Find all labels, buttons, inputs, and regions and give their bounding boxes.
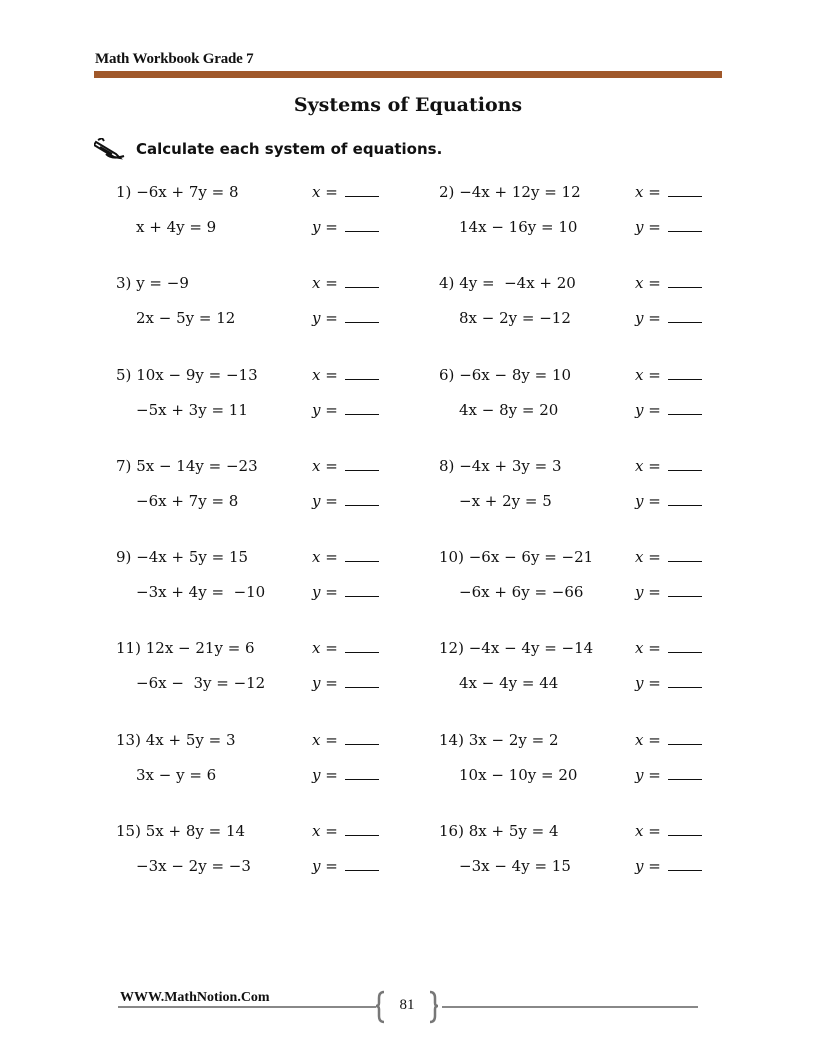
problem-number: 7) [116,457,132,475]
problem-1 [116,183,416,243]
y-answer-label: y = [635,218,661,236]
y-answer-blank[interactable] [345,321,379,323]
y-answer [635,766,702,784]
y-answer [312,492,379,510]
x-answer-blank[interactable] [668,743,702,745]
page-title: Systems of Equations [293,94,523,116]
y-answer [312,218,379,236]
x-answer [635,822,702,840]
equation-1 [116,548,248,566]
x-answer [312,639,379,657]
x-answer [312,183,379,201]
equation-2: −3x + 4y = −10 [136,583,266,601]
problem-13 [116,731,416,791]
problem-number: 13) [116,731,141,749]
y-answer-label: y = [312,857,338,875]
x-answer-blank[interactable] [668,469,702,471]
y-answer-label: y = [312,674,338,692]
problem-16 [439,822,739,882]
problem-14 [439,731,739,791]
y-answer-blank[interactable] [668,595,702,597]
y-answer [635,401,702,419]
x-answer [635,457,702,475]
y-answer-blank[interactable] [668,230,702,232]
header-divider [94,71,722,78]
x-answer-label: x = [312,366,338,384]
y-answer-label: y = [635,583,661,601]
equation-text: −6x − 8y = 10 [459,366,572,384]
equation-2: −3x − 4y = 15 [459,857,571,875]
y-answer-blank[interactable] [345,869,379,871]
problem-10 [439,548,739,608]
equation-1 [116,822,245,840]
x-answer-label: x = [635,731,661,749]
footer-website-link[interactable]: WWW.MathNotion.Com [120,990,270,1005]
equation-2: −6x − 3y = −12 [136,674,266,692]
problem-number: 9) [116,548,132,566]
x-answer-label: x = [312,457,338,475]
x-answer-blank[interactable] [345,834,379,836]
equation-2: 3x − y = 6 [136,766,217,784]
y-answer [635,857,702,875]
equation-2: −6x + 7y = 8 [136,492,239,510]
equation-2: 10x − 10y = 20 [459,766,578,784]
problem-number: 1) [116,183,132,201]
equation-2: 4x − 4y = 44 [459,674,559,692]
x-answer-blank[interactable] [345,469,379,471]
x-answer-blank[interactable] [345,378,379,380]
problem-6 [439,366,739,426]
equation-text: −4x + 3y = 3 [459,457,562,475]
x-answer-blank[interactable] [668,560,702,562]
x-answer-label: x = [635,274,661,292]
y-answer-label: y = [635,309,661,327]
equation-1 [439,731,559,749]
problem-7 [116,457,416,517]
problem-3 [116,274,416,334]
instruction-text: Calculate each system of equations. [136,140,443,158]
problem-number: 16) [439,822,464,840]
x-answer-label: x = [312,639,338,657]
y-answer [635,309,702,327]
y-answer [312,766,379,784]
y-answer-label: y = [312,401,338,419]
equation-1 [116,731,236,749]
x-answer [312,274,379,292]
problem-9 [116,548,416,608]
y-answer-blank[interactable] [668,686,702,688]
equation-text: 8x + 5y = 4 [468,822,559,840]
x-answer [312,366,379,384]
x-answer [635,183,702,201]
equation-2: −6x + 6y = −66 [459,583,584,601]
problem-15 [116,822,416,882]
y-answer-blank[interactable] [668,413,702,415]
instruction [94,138,442,160]
x-answer-blank[interactable] [345,743,379,745]
y-answer [312,674,379,692]
equation-1 [439,822,559,840]
problem-number: 5) [116,366,132,384]
x-answer-blank[interactable] [668,195,702,197]
x-answer-blank[interactable] [668,834,702,836]
y-answer-label: y = [312,766,338,784]
y-answer-label: y = [635,674,661,692]
problem-number: 12) [439,639,464,657]
y-answer [312,309,379,327]
y-answer-blank[interactable] [668,869,702,871]
y-answer-blank[interactable] [345,686,379,688]
equation-2: −5x + 3y = 11 [136,401,248,419]
problem-number: 8) [439,457,455,475]
y-answer-blank[interactable] [345,413,379,415]
y-answer [635,218,702,236]
y-answer-label: y = [635,401,661,419]
x-answer-label: x = [635,822,661,840]
equation-text: 3x − 2y = 2 [468,731,559,749]
workbook-title: Math Workbook Grade 7 [95,51,254,67]
equation-2: x + 4y = 9 [136,218,217,236]
y-answer-blank[interactable] [668,504,702,506]
y-answer [635,674,702,692]
equation-text: 5x − 14y = −23 [136,457,258,475]
y-answer [635,492,702,510]
problem-number: 11) [116,639,141,657]
problem-12 [439,639,739,699]
problem-number: 15) [116,822,141,840]
x-answer-blank[interactable] [345,651,379,653]
equation-1 [439,274,576,292]
equation-1 [116,457,258,475]
y-answer-label: y = [635,492,661,510]
equation-text: 4x + 5y = 3 [145,731,236,749]
equation-1 [439,457,562,475]
equation-text: 5x + 8y = 14 [145,822,246,840]
x-answer-label: x = [312,274,338,292]
equation-text: 12x − 21y = 6 [145,639,255,657]
equation-1 [439,639,593,657]
equation-2: 4x − 8y = 20 [459,401,559,419]
problem-number: 3) [116,274,132,292]
equation-text: 10x − 9y = −13 [136,366,258,384]
equation-2: 2x − 5y = 12 [136,309,236,327]
equation-1 [116,183,239,201]
footer-divider-left [118,1006,376,1008]
problem-number: 6) [439,366,455,384]
y-answer-label: y = [635,766,661,784]
problem-number: 14) [439,731,464,749]
x-answer-blank[interactable] [345,286,379,288]
y-answer-blank[interactable] [345,778,379,780]
y-answer-blank[interactable] [345,504,379,506]
x-answer-label: x = [635,457,661,475]
y-answer-label: y = [635,857,661,875]
x-answer-label: x = [635,548,661,566]
x-answer-blank[interactable] [345,195,379,197]
x-answer-label: x = [635,366,661,384]
problem-2 [439,183,739,243]
x-answer [312,731,379,749]
y-answer-blank[interactable] [668,778,702,780]
x-answer [635,366,702,384]
y-answer-label: y = [312,218,338,236]
equation-1 [439,548,593,566]
equation-1 [116,366,258,384]
page-number: 81 [399,997,415,1013]
equation-2: −x + 2y = 5 [459,492,552,510]
y-answer-label: y = [312,492,338,510]
y-answer-blank[interactable] [345,595,379,597]
y-answer [635,583,702,601]
problem-number: 10) [439,548,464,566]
x-answer-label: x = [312,731,338,749]
problem-11 [116,639,416,699]
y-answer-label: y = [312,309,338,327]
equation-1 [116,274,189,292]
equation-text: −4x + 5y = 15 [136,548,249,566]
equation-text: y = −9 [136,274,189,292]
y-answer [312,857,379,875]
equation-text: −4x − 4y = −14 [468,639,594,657]
equation-2: 8x − 2y = −12 [459,309,571,327]
problem-number: 4) [439,274,455,292]
problem-number: 2) [439,183,455,201]
x-answer [312,822,379,840]
x-answer-label: x = [635,639,661,657]
y-answer-label: y = [312,583,338,601]
equation-1 [439,183,581,201]
x-answer [635,274,702,292]
y-answer [312,401,379,419]
equation-1 [439,366,571,384]
x-answer-blank[interactable] [668,378,702,380]
x-answer-blank[interactable] [668,286,702,288]
y-answer [312,583,379,601]
equation-text: −6x − 6y = −21 [468,548,594,566]
x-answer-blank[interactable] [345,560,379,562]
x-answer-label: x = [312,822,338,840]
x-answer-label: x = [312,183,338,201]
equation-2: −3x − 2y = −3 [136,857,251,875]
x-answer-label: x = [312,548,338,566]
y-answer-blank[interactable] [668,321,702,323]
y-answer-blank[interactable] [345,230,379,232]
problem-8 [439,457,739,517]
pencil-icon [94,138,126,160]
problem-4 [439,274,739,334]
x-answer [635,639,702,657]
equation-text: −6x + 7y = 8 [136,183,239,201]
equation-1 [116,639,255,657]
equation-text: −4x + 12y = 12 [459,183,581,201]
x-answer-label: x = [635,183,661,201]
x-answer [635,548,702,566]
x-answer [312,457,379,475]
x-answer-blank[interactable] [668,651,702,653]
x-answer [312,548,379,566]
footer-divider-right [442,1006,698,1008]
equation-text: 4y = −4x + 20 [459,274,576,292]
equation-2: 14x − 16y = 10 [459,218,578,236]
x-answer [635,731,702,749]
problem-5 [116,366,416,426]
